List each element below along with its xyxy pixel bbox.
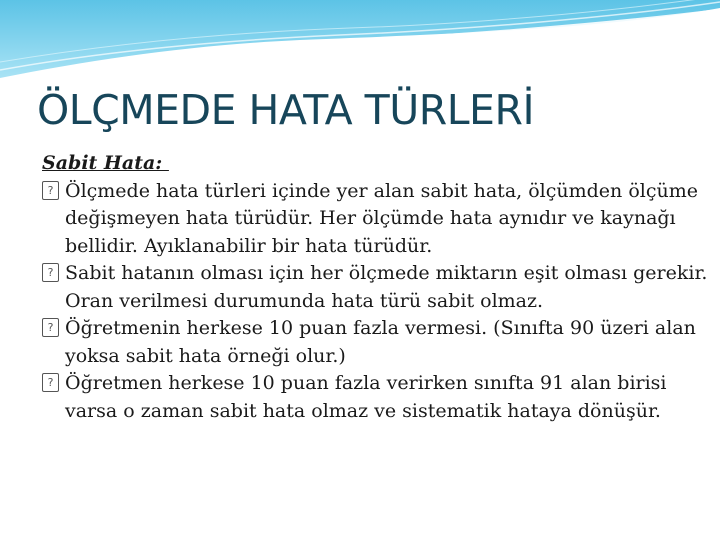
bullet-item <box>42 370 712 425</box>
bullet-text: Ölçmede hata türleri içinde yer alan sabit hata, ölçümden ölçüme değişmeyen hata türüdür. Her ölçümde hata aynıdır ve kaynağı bellidir. Ayıklanabilir bir hata türüdür. <box>65 179 698 257</box>
bullet-text: Öğretmen herkese 10 puan fazla verirken sınıfta 91 alan birisi varsa o zaman sabit hata olmaz ve sistematik hataya dönüşür. <box>65 372 667 422</box>
missing-glyph-box-icon: ? <box>42 318 59 337</box>
slide-body <box>42 150 712 425</box>
section-heading: Sabit Hata: <box>42 152 169 174</box>
bullet-text: Öğretmenin herkese 10 puan fazla vermesi. (Sınıfta 90 üzeri alan yoksa sabit hata örneği olur.) <box>65 317 696 367</box>
missing-glyph-box-icon: ? <box>42 181 59 200</box>
header-wave-decoration <box>0 0 720 85</box>
bullet-item <box>42 178 712 261</box>
bullet-item <box>42 260 712 315</box>
missing-glyph-box-icon: ? <box>42 263 59 282</box>
bullet-text: Sabit hatanın olması için her ölçmede miktarın eşit olması gerekir. Oran verilmesi durumunda hata türü sabit olmaz. <box>65 262 708 312</box>
bullet-item <box>42 315 712 370</box>
slide-title: ÖLÇMEDE HATA TÜRLERİ <box>37 86 535 134</box>
missing-glyph-box-icon: ? <box>42 373 59 392</box>
